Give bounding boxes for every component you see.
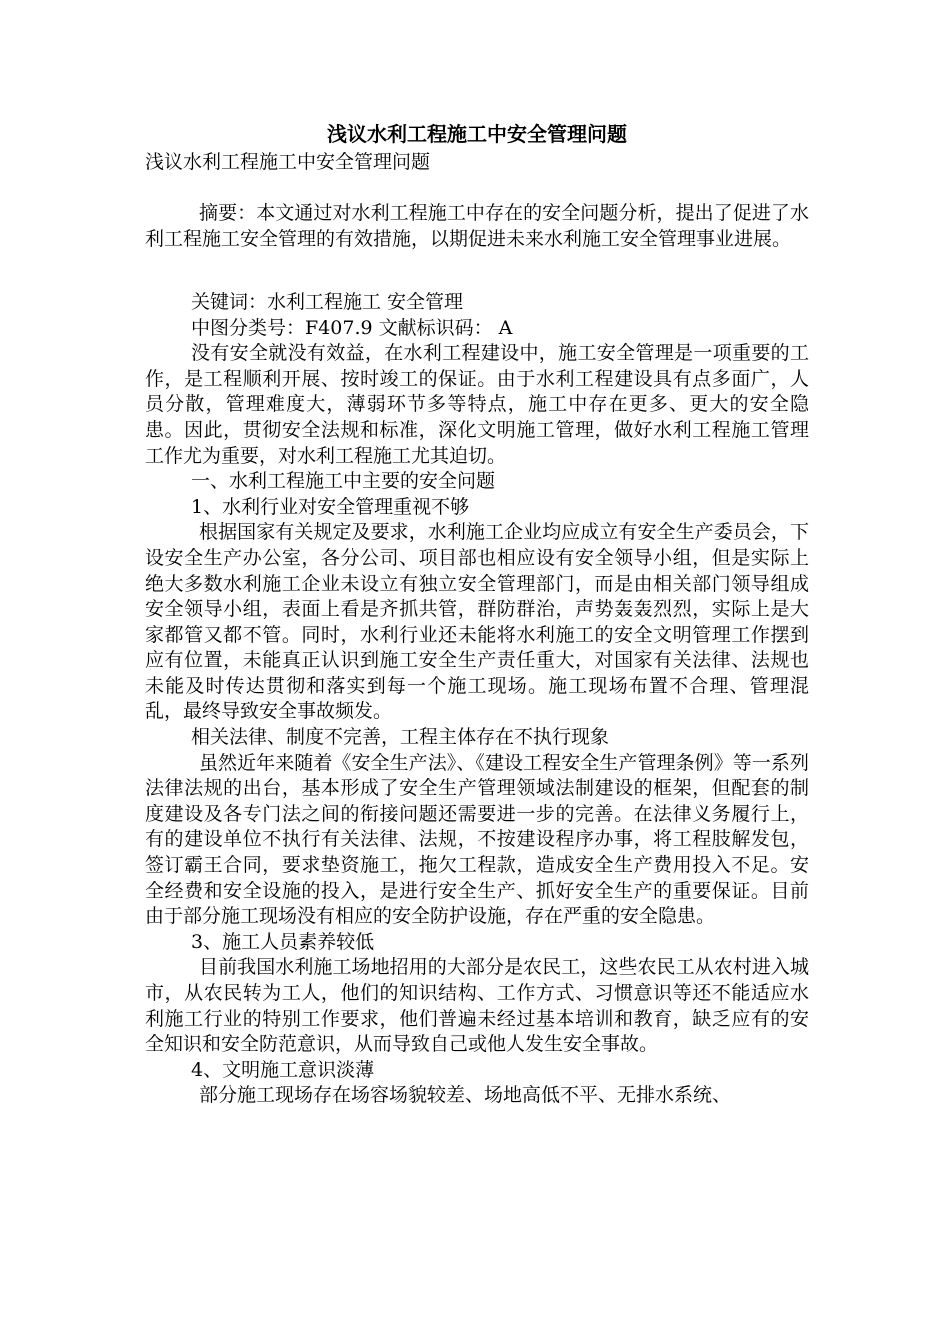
subsection-body: 虽然近年来随着《安全生产法》、《建设工程安全生产管理条例》等一系列法律法规的出台，基本形成了安全生产管理领域法制建设的框架，但配套的制度建设及各专门法之间的衔接问题还需要进一步的完善。在法律义务履行上，有的建设单位不执行有关法律、法规，不按建设程序办事，将工程肢解发包，签订霸王合同，要求垫资施工，拖欠工程款，造成安全生产费用投入不足。安全经费和安全设施的投入，是进行安全生产、抓好安全生产的重要保证。目前由于部分施工现场没有相应的安全防护设施，存在严重的安全隐患。 (145, 751, 809, 928)
subsection-body: 目前我国水利施工场地招用的大部分是农民工，这些农民工从农村进入城市，从农民转为工人，他们的知识结构、工作方式、习惯意识等还不能适应水利施工行业的特别工作要求，他们普遍未经过基本培训和教育，缺乏应有的安全知识和安全防范意识，从而导致自己或他人发生安全事故。 (145, 956, 809, 1056)
subsection-heading: 3、施工人员素养较低 (191, 930, 375, 953)
document-subtitle: 浅议水利工程施工中安全管理问题 (145, 151, 431, 173)
classification-line: 中图分类号：F407.9 文献标识码： A (191, 316, 513, 339)
spacer (145, 176, 809, 202)
spacer (145, 278, 809, 290)
subsection-heading: 4、文明施工意识淡薄 (191, 1058, 375, 1081)
subsection-body: 根据国家有关规定及要求，水利施工企业均应成立有安全生产委员会，下设安全生产办公室，各分公司、项目部也相应设有安全领导小组，但是实际上绝大多数水利施工企业未设立有独立安全管理部门，而是由相关部门领导组成安全领导小组，表面上看是齐抓共管，群防群治，声势轰轰烈烈，实际上是大家都管又都不管。同时，水利行业还未能将水利施工的安全文明管理工作摆到应有位置，未能真正认识到施工安全生产责任重大，对国家有关法律、法规也未能及时传达贯彻和落实到每一个施工现场。施工现场布置不合理、管理混乱，最终导致安全事故频发。 (145, 521, 809, 723)
spacer (145, 252, 809, 278)
abstract-paragraph: 摘要：本文通过对水利工程施工中存在的安全问题分析，提出了促进了水利工程施工安全管理的有效措施，以期促进未来水利施工安全管理事业进展。 (145, 202, 809, 250)
subsection-body: 部分施工现场存在场容场貌较差、场地高低不平、无排水系统、 (199, 1084, 732, 1107)
intro-paragraph: 没有安全就没有效益，在水利工程建设中，施工安全管理是一项重要的工作，是工程顺利开展、按时竣工的保证。由于水利工程建设具有点多面广，人员分散，管理难度大，薄弱环节多等特点，施工中存在更多、更大的安全隐患。因此，贯彻安全法规和标准，深化文明施工管理，做好水利工程施工管理工作尤为重要，对水利工程施工尤其迫切。 (145, 342, 809, 467)
keywords-line: 关键词：水利工程施工 安全管理 (191, 290, 464, 313)
document-title: 浅议水利工程施工中安全管理问题 (327, 122, 627, 146)
subsection-heading: 1、水利行业对安全管理重视不够 (191, 495, 470, 518)
section-heading: 一、水利工程施工中主要的安全问题 (191, 470, 496, 493)
subsection-heading: 相关法律、制度不完善，工程主体存在不执行现象 (191, 726, 610, 749)
document-page (145, 118, 809, 1109)
